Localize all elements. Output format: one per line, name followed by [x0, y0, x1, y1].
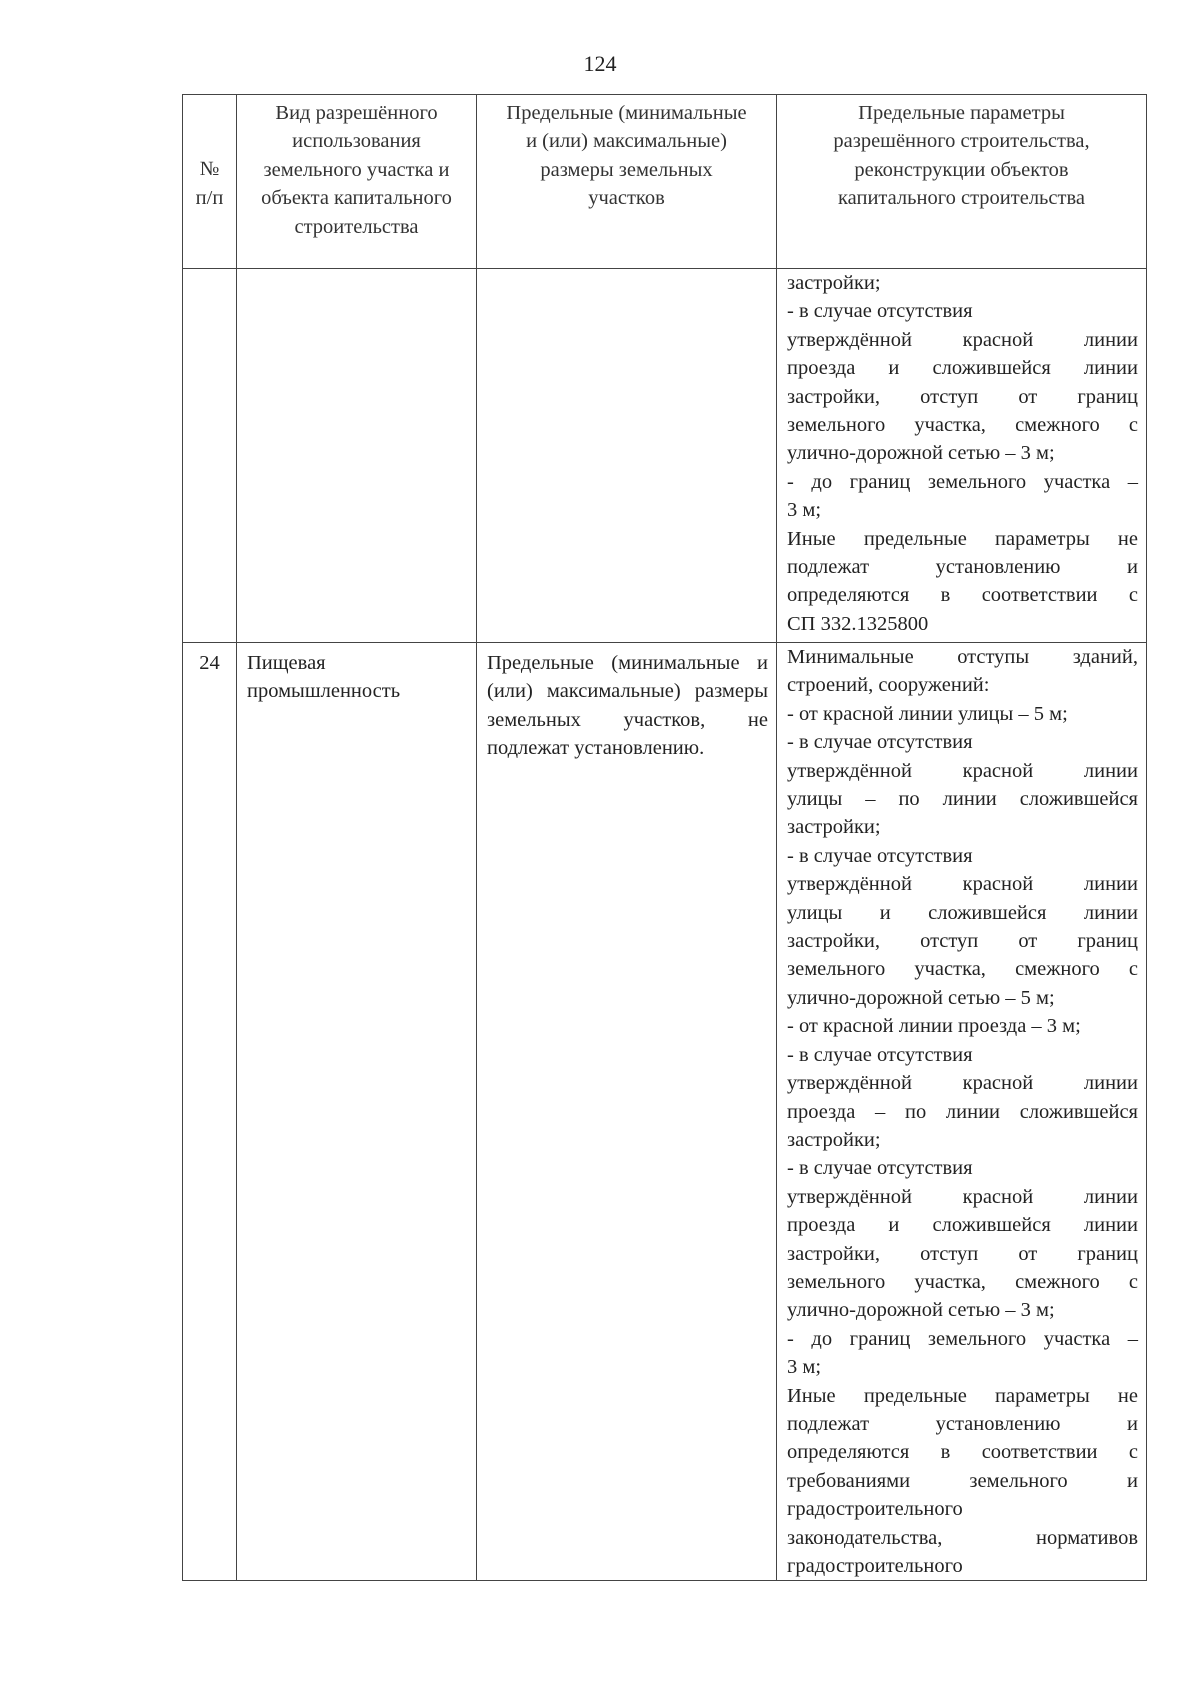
params-text-block — [787, 269, 1138, 638]
row-continued-plot-size — [477, 269, 777, 643]
params-line: градостроительного — [787, 1555, 963, 1577]
params-line: - в случае отсутствия — [787, 300, 973, 323]
params-line: улицы и сложившейся линии — [787, 901, 1138, 924]
params-line: земельного участка, смежного с — [787, 414, 1138, 437]
params-line: земельного участка, смежного с — [787, 958, 1138, 981]
params-line: застройки; — [787, 272, 881, 294]
params-line: - в случае отсутствия — [787, 844, 973, 867]
params-line: градостроительного — [787, 1498, 963, 1521]
params-line: - в случае отсутствия — [787, 731, 973, 754]
header-num: № п/п — [183, 95, 237, 269]
params-line: застройки; — [787, 816, 881, 839]
params-line: строений, сооружений: — [787, 674, 990, 697]
table-row-continued — [183, 269, 1147, 643]
params-line: улицы – по линии сложившейся — [787, 788, 1138, 811]
params-line: утверждённой красной линии — [787, 328, 1138, 351]
params-line: 3 м; — [787, 1356, 822, 1379]
row-24-use-type: Пищевая промышленность — [237, 643, 477, 1581]
row-24-plot-size: Предельные (минимальные и (или) максимальные) размеры земельных участков, не подлежат установлению. — [477, 643, 777, 1581]
params-text-block — [787, 643, 1138, 1580]
params-line: застройки, отступ от границ — [787, 1242, 1138, 1265]
params-line: застройки, отступ от границ — [787, 930, 1138, 953]
params-line: - от красной линии улицы – 5 м; — [787, 702, 1068, 725]
params-line: Минимальные отступы зданий, — [787, 646, 1138, 668]
params-line: СП 332.1325800 — [787, 612, 929, 635]
row-continued-num — [183, 269, 237, 643]
params-line: 3 м; — [787, 499, 822, 522]
params-line: Иные предельные параметры не — [787, 527, 1138, 550]
params-line: утверждённой красной линии — [787, 1185, 1138, 1208]
params-line: улично-дорожной сетью – 3 м; — [787, 1299, 1055, 1322]
page-number: 124 — [583, 51, 617, 76]
params-line: подлежат установлению и — [787, 556, 1138, 579]
land-use-regulations-table — [182, 94, 1147, 1581]
params-line: - от красной линии проезда – 3 м; — [787, 1015, 1081, 1038]
row-continued-params — [777, 269, 1147, 643]
table-header-row — [183, 95, 1147, 269]
table-row-24 — [183, 643, 1147, 1581]
params-line: требованиями земельного и — [787, 1469, 1138, 1492]
params-line: определяются в соответствии с — [787, 1441, 1138, 1464]
params-line: - в случае отсутствия — [787, 1043, 973, 1066]
params-line: утверждённой красной линии — [787, 759, 1138, 782]
header-use-type: Вид разрешённого использования земельного участка и объекта капитального строительства — [237, 95, 477, 269]
params-line: проезда и сложившейся линии — [787, 357, 1138, 380]
row-24-num: 24 — [183, 643, 237, 1581]
params-line: - до границ земельного участка – — [787, 1327, 1138, 1350]
params-line: проезда – по линии сложившейся — [787, 1100, 1138, 1123]
header-params: Предельные параметры разрешённого строительства, реконструкции объектов капитального строительства — [777, 95, 1147, 269]
params-line: Иные предельные параметры не — [787, 1384, 1138, 1407]
params-line: застройки, отступ от границ — [787, 385, 1138, 408]
params-line: - в случае отсутствия — [787, 1157, 973, 1180]
params-line: проезда и сложившейся линии — [787, 1214, 1138, 1237]
params-line: утверждённой красной линии — [787, 1072, 1138, 1095]
params-line: подлежат установлению и — [787, 1412, 1138, 1435]
row-24-params — [777, 643, 1147, 1581]
params-line: улично-дорожной сетью – 3 м; — [787, 442, 1055, 465]
row-continued-use-type — [237, 269, 477, 643]
params-line: улично-дорожной сетью – 5 м; — [787, 986, 1055, 1009]
params-line: утверждённой красной линии — [787, 873, 1138, 896]
params-line: земельного участка, смежного с — [787, 1270, 1138, 1293]
params-line: - до границ земельного участка – — [787, 470, 1138, 493]
header-plot-size: Предельные (минимальные и (или) максимальные) размеры земельных участков — [477, 95, 777, 269]
params-line: законодательства, нормативов — [787, 1526, 1138, 1549]
params-line: определяются в соответствии с — [787, 584, 1138, 607]
params-line: застройки; — [787, 1128, 881, 1151]
